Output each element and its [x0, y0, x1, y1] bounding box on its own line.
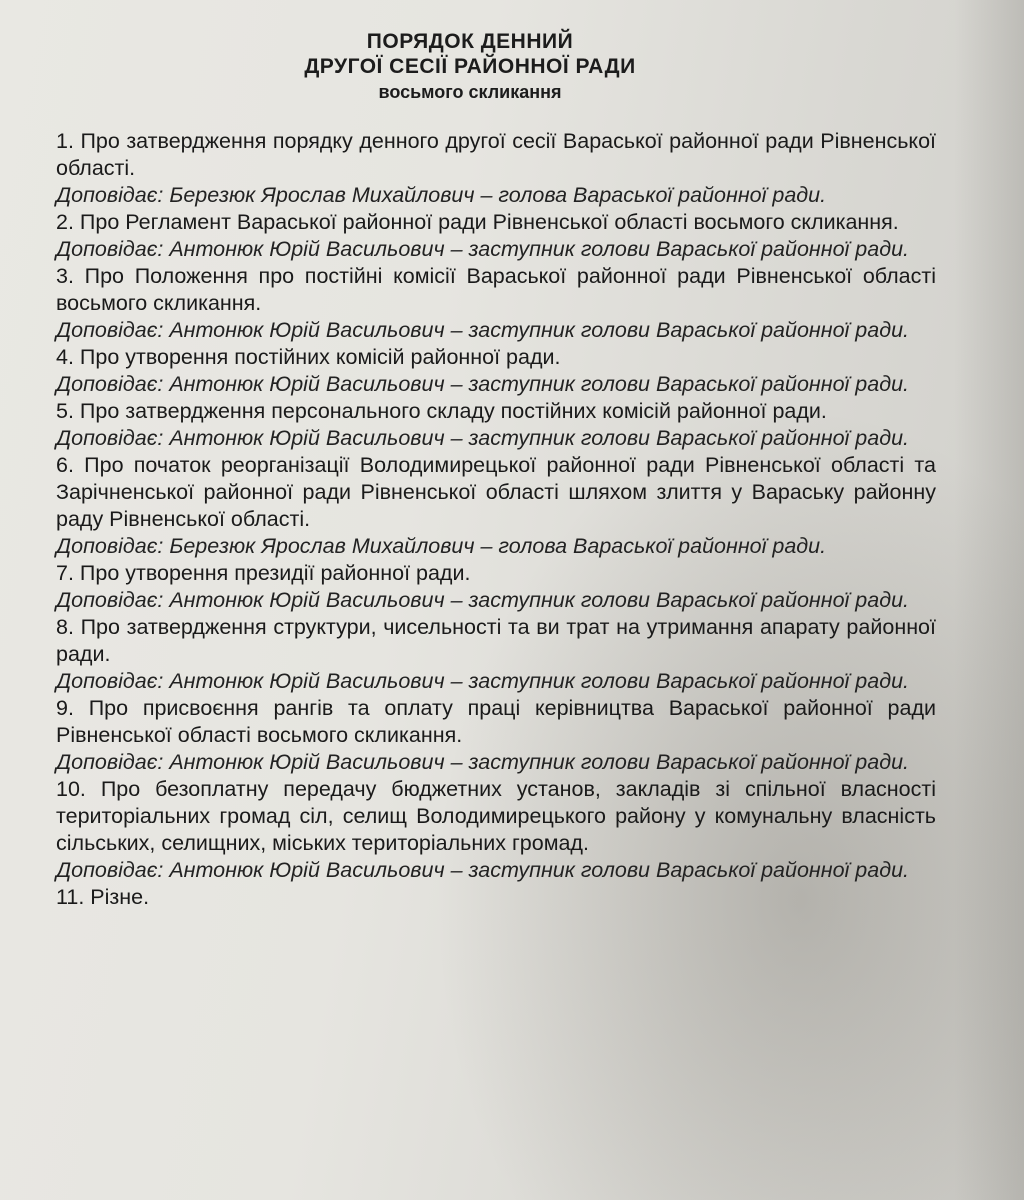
agenda-item-text: 5. Про затвердження персонального складу постійних комісій районної ради. [56, 399, 827, 423]
agenda-item-speaker: Доповідає: Антонюк Юрій Васильович – заступник голови Вараської районної ради. [56, 372, 910, 396]
agenda-item-text: 2. Про Регламент Вараської районної ради Рівненської області восьмого скликання. [56, 210, 899, 234]
agenda-item-speaker: Доповідає: Антонюк Юрій Васильович – заступник голови Вараської районної ради. [56, 750, 910, 774]
header-subtitle: ДРУГОЇ СЕСІЇ РАЙОННОЇ РАДИ [304, 55, 636, 78]
agenda-item-speaker: Доповідає: Антонюк Юрій Васильович – заступник голови Вараської районної ради. [56, 588, 910, 612]
header-convocation: восьмого скликання [378, 82, 562, 102]
page-edge-shadow [954, 0, 1024, 1200]
agenda-item-speaker: Доповідає: Антонюк Юрій Васильович – заступник голови Вараської районної ради. [56, 669, 910, 693]
agenda-item-text: 11. Різне. [56, 885, 150, 909]
agenda-item [56, 452, 936, 560]
agenda-item [56, 614, 936, 695]
agenda-item-text: 8. Про затвердження структури, чисельності та ви трат на утримання апарату районної ради. [56, 615, 936, 666]
agenda-item-speaker: Доповідає: Березюк Ярослав Михайлович – голова Вараської районної ради. [56, 534, 827, 558]
agenda-item [56, 344, 936, 398]
agenda-item [56, 695, 936, 776]
agenda-item-text: 9. Про присвоєння рангів та оплату праці керівництва Вараської районної ради Рівненської області восьмого скликання. [56, 696, 936, 747]
document-header [280, 30, 660, 104]
agenda-item-text: 4. Про утворення постійних комісій районної ради. [56, 345, 561, 369]
agenda-item-speaker: Доповідає: Антонюк Юрій Васильович – заступник голови Вараської районної ради. [56, 237, 910, 261]
agenda-item [56, 398, 936, 452]
agenda-item-speaker: Доповідає: Антонюк Юрій Васильович – заступник голови Вараської районної ради. [56, 426, 910, 450]
agenda-item-text: 6. Про початок реорганізації Володимирецької районної ради Рівненської області та Зарічненської районної ради Рівненської області шляхом злиття у Вараську районну раду Рівненської області. [56, 453, 936, 531]
agenda-item-speaker: Доповідає: Березюк Ярослав Михайлович – голова Вараської районної ради. [56, 183, 827, 207]
header-title: ПОРЯДОК ДЕННИЙ [366, 30, 574, 53]
agenda-item-text: 3. Про Положення про постійні комісії Вараської районної ради Рівненської області восьмого скликання. [56, 264, 936, 315]
agenda-item [56, 263, 936, 344]
agenda-item-text: 7. Про утворення президії районної ради. [56, 561, 471, 585]
agenda-item-speaker: Доповідає: Антонюк Юрій Васильович – заступник голови Вараської районної ради. [56, 858, 910, 882]
agenda-item-text: 10. Про безоплатну передачу бюджетних установ, закладів зі спільної власності територіальних громад сіл, селищ Володимирецького району у комунальну власність сільських, селищних, міських територіальних громад. [56, 777, 936, 855]
agenda-item [56, 560, 936, 614]
agenda-item [56, 128, 936, 209]
agenda-item-speaker: Доповідає: Антонюк Юрій Васильович – заступник голови Вараської районної ради. [56, 318, 910, 342]
agenda-item [56, 884, 936, 911]
agenda-list [56, 128, 936, 911]
agenda-item-text: 1. Про затвердження порядку денного другої сесії Вараської районної ради Рівненської області. [56, 129, 936, 180]
agenda-item [56, 209, 936, 263]
agenda-item [56, 776, 936, 884]
